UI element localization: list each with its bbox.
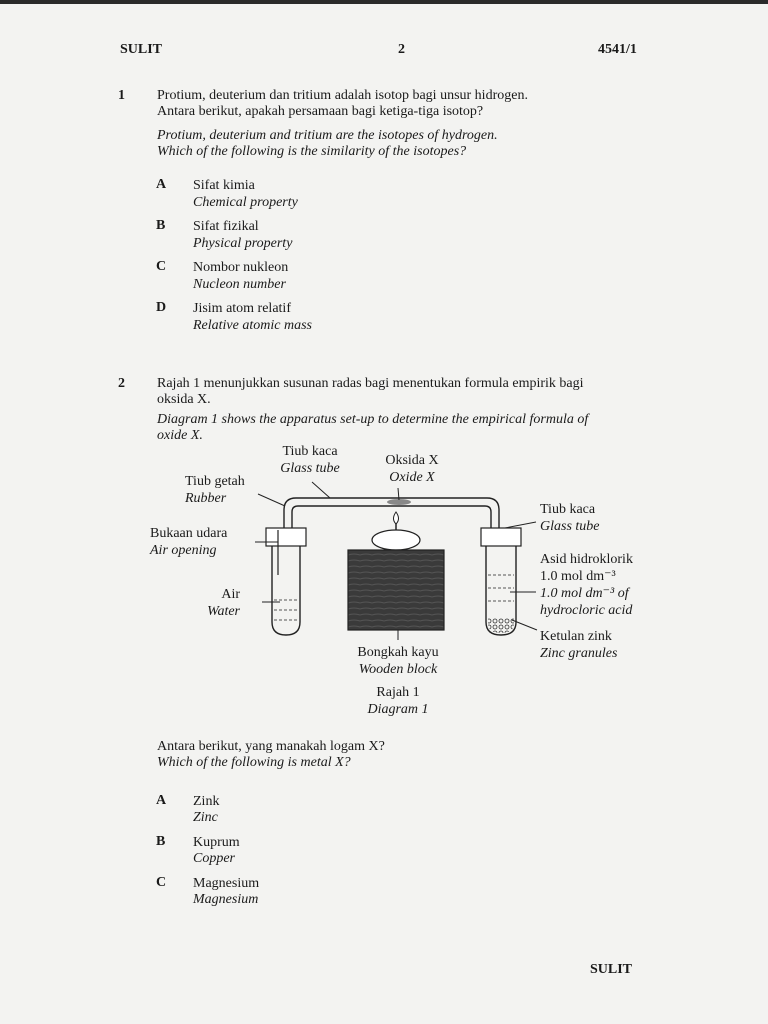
question-2-stem-en-line1: Diagram 1 shows the apparatus set-up to determine the empirical formula of [157,412,589,427]
option-text-ms: Nombor nukleon [193,260,289,275]
label-ms: Tiub getah [185,474,245,489]
left-test-tube [266,528,306,635]
label-glass-tube-right [540,501,600,535]
label-rubber-tube [185,473,245,507]
option-text-ms: Magnesium [193,876,260,891]
option-letter: B [156,834,166,849]
label-wooden-block [338,644,458,678]
option-letter: C [156,875,167,890]
page-number: 2 [398,42,405,57]
header-classification: SULIT [120,42,163,57]
caption-en: Diagram 1 [367,702,429,717]
option-text-ms: Sifat fizikal [193,219,259,234]
question-2-ask-en: Which of the following is metal X? [157,755,351,770]
option-letter: D [156,300,167,315]
option-text-en: Relative atomic mass [193,318,312,333]
label-en: Oxide X [389,470,435,485]
label-en: Zinc granules [540,646,618,661]
label-ms: Bukaan udara [150,526,228,541]
option-text-ms: Jisim atom relatif [193,301,291,316]
question-2-stem-ms-line2: oksida X. [157,392,211,407]
label-ms: Oksida X [385,453,439,468]
flame-icon [394,512,399,524]
option-letter: A [156,793,167,808]
label-ms: Air [221,587,240,602]
question-2-stem-en-line2: oxide X. [157,428,203,443]
spirit-lamp [372,512,420,550]
option-letter: C [156,259,167,274]
label-en: Glass tube [280,461,340,476]
zinc-granules [488,618,514,633]
question-2-stem-ms-line1: Rajah 1 menunjukkan susunan radas bagi menentukan formula empirik bagi [157,376,584,391]
label-ms: Tiub kaca [282,444,338,459]
option-text-en: Zinc [193,810,218,825]
label-ms: Tiub kaca [540,502,596,517]
option-text-ms: Zink [193,794,220,809]
right-test-tube [481,528,521,635]
option-text-en: Magnesium [193,892,259,907]
paper-code: 4541/1 [598,42,637,57]
left-stopper [266,528,306,546]
option-letter: B [156,218,166,233]
option-text-en: Chemical property [193,195,298,210]
footer-classification: SULIT [590,962,633,977]
caption-ms: Rajah 1 [376,685,420,700]
label-ms: Asid hidroklorik [540,552,633,567]
label-concentration-en: 1.0 mol dm⁻³ of [540,586,629,601]
label-hydrochloric-acid [540,551,633,619]
option-text-ms: Sifat kimia [193,178,255,193]
diagram-caption [338,684,458,718]
right-stopper [481,528,521,546]
label-ms: Bongkah kayu [357,645,439,660]
label-en: Water [207,604,240,619]
question-1-stem-ms-line2: Antara berikut, apakah persamaan bagi ketiga-tiga isotop? [157,104,484,119]
label-zinc-granules [540,628,617,662]
label-ms: Ketulan zink [540,629,612,644]
question-2-ask-ms: Antara berikut, yang manakah logam X? [157,739,385,754]
label-air-opening [150,525,227,559]
label-en: Wooden block [358,662,438,677]
label-glass-tube-top [260,443,360,477]
option-text-en: Physical property [193,236,293,251]
option-text-en: Nucleon number [193,277,286,292]
label-en: Rubber [185,491,227,506]
label-en: Air opening [150,543,217,558]
label-oxide-x [362,452,462,486]
question-1-stem-en-line1: Protium, deuterium and tritium are the isotopes of hydrogen. [157,128,498,143]
option-text-en: Copper [193,851,235,866]
option-text-ms: Kuprum [193,835,240,850]
wooden-block [348,550,444,630]
question-1-stem-ms-line1: Protium, deuterium dan tritium adalah isotop bagi unsur hidrogen. [157,88,528,103]
question-1-number: 1 [118,88,125,103]
label-en: Glass tube [540,519,600,534]
label-en: hydrocloric acid [540,603,633,618]
label-concentration: 1.0 mol dm⁻³ [540,569,616,584]
question-2-number: 2 [118,376,125,391]
question-1-stem-en-line2: Which of the following is the similarity of the isotopes? [157,144,467,159]
label-water [180,586,240,620]
option-letter: A [156,177,167,192]
